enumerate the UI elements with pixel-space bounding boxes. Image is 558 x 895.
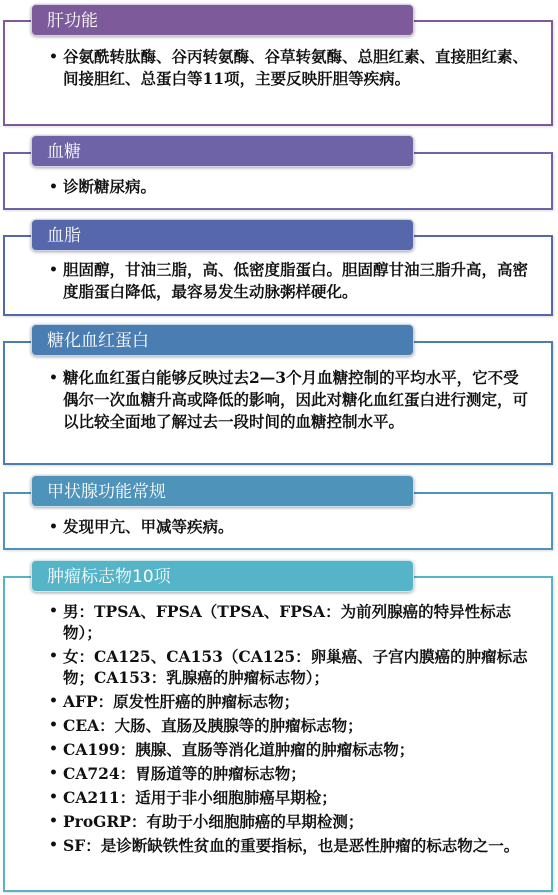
section-blood-sugar-header: 血糖 <box>31 135 414 167</box>
section-thyroid-header: 甲状腺功能常规 <box>31 475 414 507</box>
section-hba1c-box <box>3 341 553 465</box>
list-item: • 胆固醇，甘油三脂，高、低密度脂蛋白。胆固醇甘油三脂升高，高密度脂蛋白降低，最容易发生动脉粥样硬化。 <box>5 259 551 303</box>
list-item: • CA724：胃肠道等的肿瘤标志物； <box>5 763 551 784</box>
section-hba1c-header: 糖化血红蛋白 <box>31 324 414 356</box>
list-item: • CA199：胰腺、直肠等消化道肿瘤的肿瘤标志物； <box>5 739 551 760</box>
list-item: • 诊断糖尿病。 <box>5 176 551 198</box>
list-item: • 发现甲亢、甲减等疾病。 <box>5 516 551 538</box>
section-blood-sugar-list <box>5 176 551 198</box>
list-item: • 男：TPSA、FPSA（TPSA、FPSA：为前列腺癌的特异性标志物）； <box>5 601 551 643</box>
section-blood-lipid-header: 血脂 <box>31 219 414 251</box>
section-tumor-markers-list <box>5 601 551 859</box>
section-tumor-markers-box <box>3 576 553 892</box>
section-blood-lipid-list <box>5 259 551 303</box>
list-item: • 糖化血红蛋白能够反映过去2—3个月血糖控制的平均水平，它不受偶尔一次血糖升高或降低的影响，因此对糖化血红蛋白进行测定，可以比较全面地了解过去一段时间的血糖控制水平。 <box>5 367 551 433</box>
list-item: • AFP：原发性肝癌的肿瘤标志物； <box>5 691 551 712</box>
section-hba1c-list <box>5 367 551 433</box>
list-item: • SF：是诊断缺铁性贫血的重要指标，也是恶性肿瘤的标志物之一。 <box>5 835 551 856</box>
section-tumor-markers-header: 肿瘤标志物10项 <box>31 560 414 592</box>
list-item: • 女：CA125、CA153（CA125：卵巢癌、子宫内膜癌的肿瘤标志物；CA153：乳腺癌的肿瘤标志物）； <box>5 646 551 688</box>
section-liver-list <box>5 46 551 90</box>
section-thyroid-list <box>5 516 551 538</box>
list-item: • CEA：大肠、直肠及胰腺等的肿瘤标志物； <box>5 715 551 736</box>
list-item: • CA211：适用于非小细胞肺癌早期检； <box>5 787 551 808</box>
list-item: • ProGRP：有助于小细胞肺癌的早期检测； <box>5 811 551 832</box>
list-item: • 谷氨酰转肽酶、谷丙转氨酶、谷草转氨酶、总胆红素、直接胆红素、间接胆红、总蛋白等11项，主要反映肝胆等疾病。 <box>5 46 551 90</box>
section-liver-header: 肝功能 <box>31 4 414 36</box>
